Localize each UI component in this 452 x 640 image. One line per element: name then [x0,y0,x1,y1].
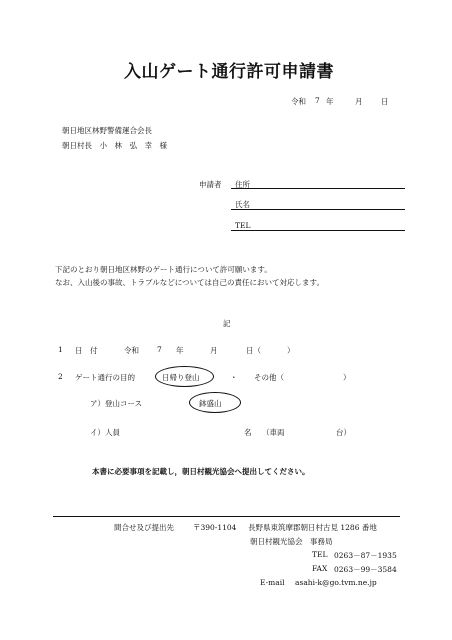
item-2-number: 2 [58,372,63,381]
date-year: 7 [315,96,320,105]
item-1-month-unit: 月 [210,346,218,355]
item-1-label: 日 付 [75,346,98,355]
date-month-unit: 月 [355,97,363,106]
contact-label: 間合せ及び提出先 [114,523,174,532]
course-value: 鉢盛山 [199,399,222,408]
item-1-year-unit: 年 [176,346,184,355]
ki-heading: 記 [223,319,231,328]
vehicle-unit: 台） [336,428,351,437]
people-label: イ）人員 [90,428,120,437]
applicant-tel-label: TEL [235,221,251,230]
item-1-day-unit: 日（ [246,346,261,355]
item-1-year: 7 [157,345,162,354]
document-title: 入山ゲート通行許可申請書 [124,62,334,82]
tel-number: 0263－87－1935 [334,551,397,560]
date-day-unit: 日 [381,97,389,106]
item-1-close-paren: ） [287,346,295,355]
address-field-line[interactable] [231,188,405,189]
tel-label: TEL [312,550,328,559]
submission-notice: 本書に必要事項を記載し，朝日村観光協会へ提出してください。 [92,467,310,476]
fax-label: FAX [312,564,328,573]
date-year-unit: 年 [326,97,334,106]
request-line-2: なお、入山後の事故、トラブルなどについては自己の責任において対応します。 [55,278,324,287]
date-era: 令和 [291,97,306,106]
addressee-line-2: 朝日村長 小 林 弘 幸 様 [62,141,167,150]
purpose-other-close-paren: ） [343,373,351,382]
tel-field-line[interactable] [231,230,405,231]
name-field-line[interactable] [231,209,405,210]
purpose-option-other: その他（ [254,373,284,382]
footer-divider [53,516,400,517]
applicant-name-label: 氏名 [235,200,250,209]
purpose-option-day-hike: 日帰り登山 [162,373,200,382]
fax-number: 0263－99－3584 [334,565,397,574]
applicant-address-label: 住所 [235,180,250,189]
purpose-separator: ・ [230,373,238,382]
item-1-number: 1 [58,345,63,354]
addressee-line-1: 朝日地区林野警備運合会長 [62,126,152,135]
vehicle-label: （車両 [262,428,285,437]
people-unit: 名 [244,428,252,437]
item-1-era: 令和 [124,346,139,355]
item-2-label: ゲート通行の目的 [75,373,135,382]
postal-code: 〒390-1104 [193,523,237,532]
contact-address: 長野県東筑摩郡朝日村古見 1286 番地 [248,523,377,532]
email-address[interactable]: asahi-k@go.tvm.ne.jp [295,578,377,587]
request-line-1: 下記のとおり朝日地区林野のゲート通行について許可願います。 [55,265,272,274]
contact-organization: 朝日村観光協会 事務局 [250,537,333,546]
applicant-role-label: 申請者 [199,180,222,189]
email-label: E-mail [260,578,285,587]
course-label: ア）登山コース [90,399,143,408]
